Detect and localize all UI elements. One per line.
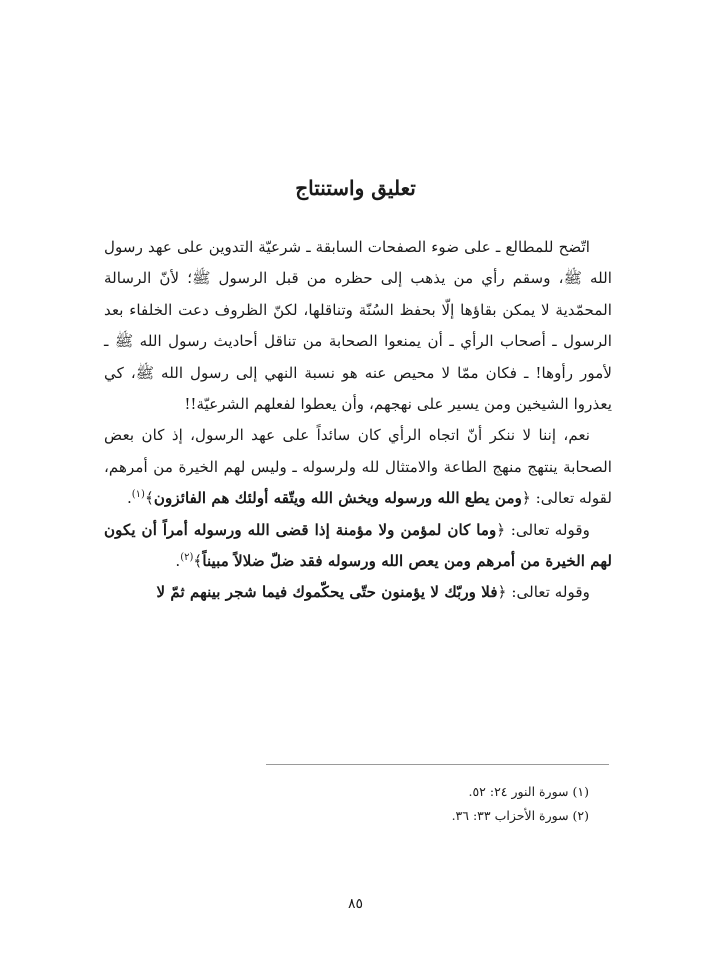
- paragraph-1-text: اتّضح للمطالع ـ على ضوء الصفحات السابقة ـ شرعيّة التدوين على عهد رسول الله ﷺ، وسقم رأي من يذهب إلى حظره من قبل الرسول ﷺ؛ لأنّ الرسالة المحمّدية لا يمكن بقاؤها إلّا بحفظ السُنّة وتناقلها، لكنّ الظروف دعت الخلفاء بعد الرسول ـ أصحاب الرأي ـ أن يمنعوا الصحابة من تناقل أحاديث رسول الله ﷺ ـ لأمور رأوها! ـ فكان ممّا لا محيص عنه هو نسبة النهي إلى رسول الله ﷺ، كي يعذروا الشيخين ومن يسير على نهجهم، وأن يعطوا لفعلهم الشرعيّة!!: [104, 238, 612, 414]
- footnote-1: (١) سورة النور ٢٤: ٥٢.: [468, 784, 589, 799]
- paragraph-3-end: .: [175, 552, 181, 571]
- page-number: ٨٥: [347, 896, 364, 912]
- quran-verse-1: ومن يطع الله ورسوله ويخش الله ويتّقه أولئك هم الفائزون: [153, 489, 522, 508]
- paragraph-2-lead: نعم، إننا لا ننكر أنّ اتجاه الرأي كان سائداً على عهد الرسول، إذ كان بعض الصحابة ينتهج منهج الطاعة والامتثال لله ولرسوله ـ وليس لهم الخيرة من أمرهم، لقوله تعالى: ﴿: [104, 426, 612, 508]
- footnote-ref-1: (١): [131, 489, 145, 501]
- paragraph-4-lead: وقوله تعالى: ﴿: [497, 583, 590, 602]
- body-text: [104, 232, 612, 609]
- section-title: تعليق واستنتاج: [295, 176, 416, 200]
- paragraph-3: [104, 515, 612, 578]
- paragraph-3-lead: وقوله تعالى: ﴿: [496, 520, 590, 539]
- quran-verse-3: فلا وربّك لا يؤمنون حتّى يحكّموك فيما شجر بينهم ثمّ لا: [156, 583, 498, 602]
- footnotes: [104, 780, 589, 828]
- paragraph-4: [104, 577, 612, 608]
- paragraph-2: [104, 420, 612, 514]
- footnote-ref-2: (٢): [180, 552, 194, 563]
- quran-verse-2: وما كان لمؤمن ولا مؤمنة إذا قضى الله ورسوله أمراً أن يكون لهم الخيرة من أمرهم ومن يعص الله ورسوله فقد ضلّ ضلالاً مبيناً: [104, 520, 612, 571]
- footnote-divider: [266, 764, 609, 765]
- verse-close-bracket: ﴾: [193, 552, 203, 571]
- verse-close-bracket: ﴾: [144, 489, 154, 508]
- paragraph-2-end: .: [126, 489, 132, 508]
- footnote-2: (٢) سورة الأحزاب ٣٣: ٣٦.: [451, 808, 589, 823]
- paragraph-1: [104, 232, 612, 420]
